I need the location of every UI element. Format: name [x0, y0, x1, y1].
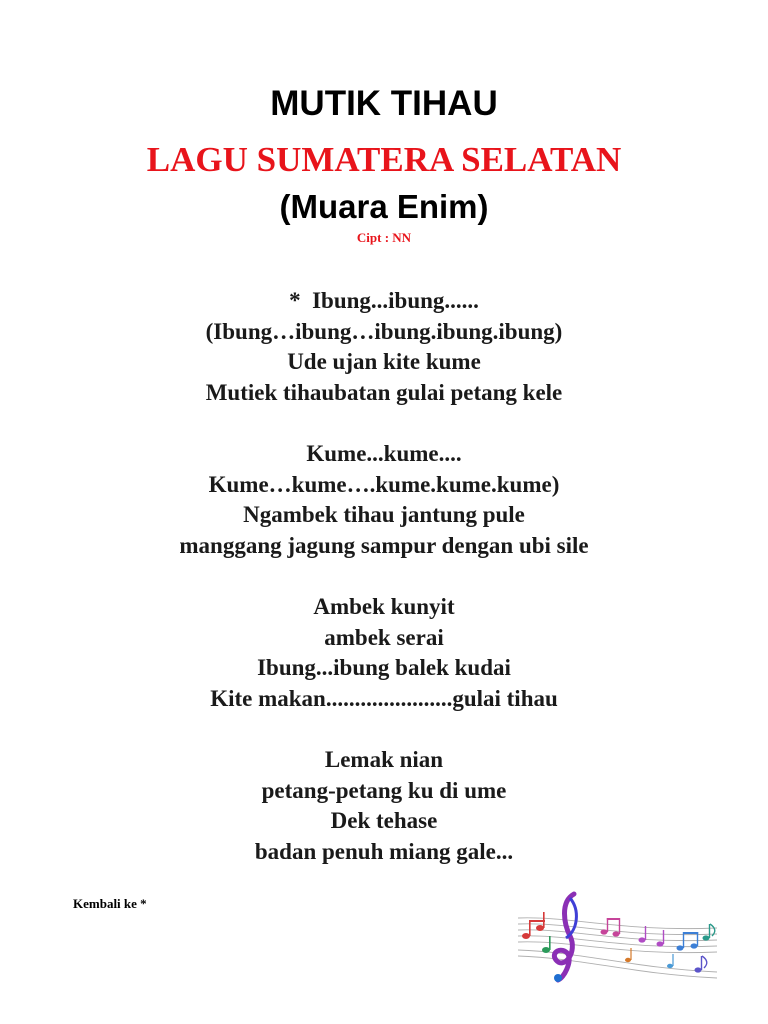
stanza-2: [0, 439, 768, 561]
song-title: MUTIK TIHAU: [270, 84, 498, 123]
lyric-line: Ngambek tihau jantung pule: [243, 502, 525, 528]
stanza-1: [0, 286, 768, 408]
back-to-chorus-link[interactable]: Kembali ke *: [73, 896, 147, 911]
song-region: (Muara Enim): [279, 188, 489, 225]
lyrics-body: [0, 286, 768, 898]
lyric-line: * Ibung...ibung......: [289, 288, 479, 313]
lyric-line: ambek serai: [324, 624, 444, 650]
lyric-line: badan penuh miang gale...: [254, 838, 514, 864]
lyric-line: Kume…kume….kume.kume.kume): [208, 471, 560, 497]
song-origin: LAGU SUMATERA SELATAN: [146, 140, 622, 179]
stanza-3: [0, 592, 768, 714]
song-credit: Cipt : NN: [356, 230, 412, 245]
stanza-4: [0, 745, 768, 867]
lyric-line: Kite makan......................gulai tihau: [210, 685, 558, 711]
lyric-line: Kume...kume....: [306, 440, 462, 466]
lyric-line: (Ibung…ibung…ibung.ibung.ibung): [205, 318, 563, 344]
lyric-line: petang-petang ku di ume: [261, 777, 507, 803]
lyric-line: Lemak nian: [324, 746, 444, 772]
lyric-line: Dek tehase: [330, 808, 438, 834]
lyric-line: Ibung...ibung balek kudai: [257, 655, 511, 681]
music-notes-icon: [512, 888, 722, 988]
lyric-line: manggang jagung sampur dengan ubi sile: [179, 532, 589, 558]
lyric-line: Mutiek tihaubatan gulai petang kele: [205, 379, 563, 405]
lyric-line: Ambek kunyit: [313, 593, 455, 619]
lyric-line: Ude ujan kite kume: [287, 349, 481, 375]
